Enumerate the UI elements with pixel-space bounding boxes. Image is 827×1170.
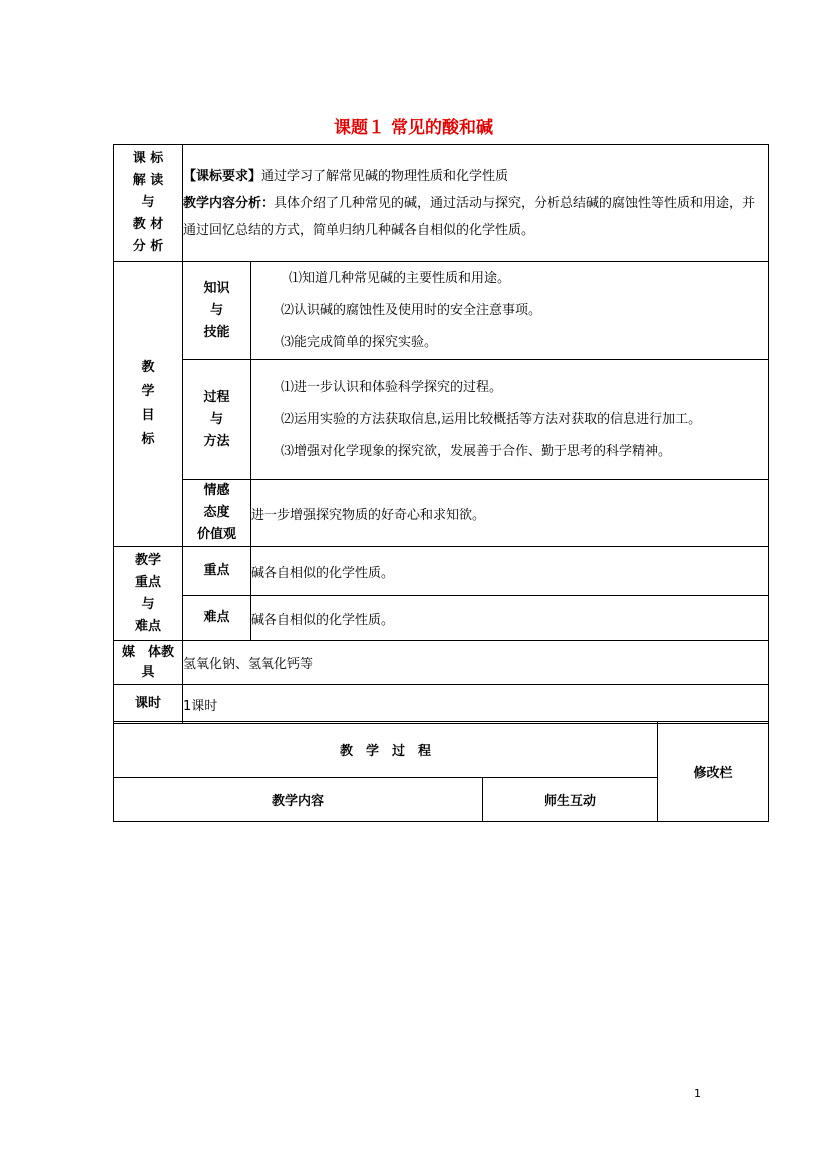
label-line: 重点 <box>134 574 161 590</box>
key-points-label <box>114 547 183 641</box>
label-line: 学 <box>141 384 155 399</box>
knowledge-label <box>183 262 251 360</box>
label-line: 解 读 <box>132 173 164 188</box>
list-item: ⑶增强对化学现象的探究欲，发展善于合作、勤于思考的科学精神。 <box>281 443 672 459</box>
label-line: 难点 <box>134 618 161 634</box>
analysis-label: 教学内容分析： <box>183 195 275 211</box>
revision-column-header: 修改栏 <box>658 722 769 822</box>
hours-label: 课时 <box>114 685 183 724</box>
hours-text: 1课时 <box>183 685 769 724</box>
teacher-student-interaction-header: 师生互动 <box>483 778 658 822</box>
list-item: ⑴知道几种常见碱的主要性质和用途。 <box>289 270 511 286</box>
label-line: 教 <box>141 360 155 375</box>
lesson-plan-table <box>113 144 769 724</box>
label-line: 教 材 <box>132 217 164 232</box>
list-item: ⑵运用实验的方法获取信息,运用比较概括等方法对获取的信息进行加工。 <box>281 411 702 427</box>
label-line: 技能 <box>203 324 230 340</box>
hours-row <box>114 685 769 724</box>
label-line: 与 <box>141 195 155 210</box>
label-line: 态度 <box>203 505 230 520</box>
label-line: 情感 <box>203 483 230 498</box>
label-line: 价值观 <box>196 527 236 542</box>
knowledge-row <box>114 262 769 360</box>
label-line: 过程 <box>203 389 230 405</box>
label-line: 分 析 <box>132 239 164 254</box>
page-number: 1 <box>694 1087 701 1100</box>
list-item: ⑴进一步认识和体验科学探究的过程。 <box>281 379 503 395</box>
requirement-label: 【课标要求】 <box>183 168 262 184</box>
analysis-text: 具体介绍了几种常见的碱，通过活动与探究，分析总结碱的腐蚀性等性质和用途，并通过回忆总结的方式，简单归纳几种碱各自相似的化学性质。 <box>183 195 756 238</box>
label-line: 课 标 <box>132 151 164 166</box>
focus-row <box>114 547 769 596</box>
knowledge-content <box>251 262 769 360</box>
list-item: ⑶能完成简单的探究实验。 <box>281 334 438 350</box>
curriculum-analysis-label <box>114 145 183 262</box>
label-line: 与 <box>209 411 223 427</box>
label-line: 与 <box>141 596 155 612</box>
teaching-process-table <box>113 721 769 822</box>
process-label <box>183 360 251 480</box>
teaching-process-header: 教 学 过 程 <box>114 722 658 778</box>
emotion-row <box>114 480 769 547</box>
emotion-label <box>183 480 251 547</box>
label-line: 教学 <box>134 552 161 568</box>
requirement-text: 通过学习了解常见碱的物理性质和化学性质 <box>261 168 509 184</box>
media-label <box>114 641 183 685</box>
label-line: 与 <box>209 302 223 318</box>
label-line: 具 <box>141 664 155 680</box>
process-row <box>114 360 769 480</box>
label-line: 目 <box>141 408 155 423</box>
label-line: 标 <box>141 432 155 447</box>
label-line: 方法 <box>203 433 230 449</box>
curriculum-analysis-content <box>183 145 769 262</box>
emotion-content: 进一步增强探究物质的好奇心和求知欲。 <box>251 480 769 547</box>
label-line: 媒 体教 <box>121 644 174 660</box>
media-row <box>114 641 769 685</box>
difficulty-label: 难点 <box>183 596 251 641</box>
document-title: 课题１ 常见的酸和碱 <box>334 118 493 138</box>
teaching-content-header: 教学内容 <box>114 778 483 822</box>
difficulty-text: 碱各自相似的化学性质。 <box>251 596 769 641</box>
focus-label: 重点 <box>183 547 251 596</box>
label-line: 知识 <box>203 280 230 296</box>
process-content <box>251 360 769 480</box>
list-item: ⑵认识碱的腐蚀性及使用时的安全注意事项。 <box>281 302 542 318</box>
media-text: 氢氧化钠、氢氧化钙等 <box>183 641 769 685</box>
objectives-label <box>114 262 183 547</box>
difficulty-row <box>114 596 769 641</box>
curriculum-analysis-row <box>114 145 769 262</box>
focus-text: 碱各自相似的化学性质。 <box>251 547 769 596</box>
